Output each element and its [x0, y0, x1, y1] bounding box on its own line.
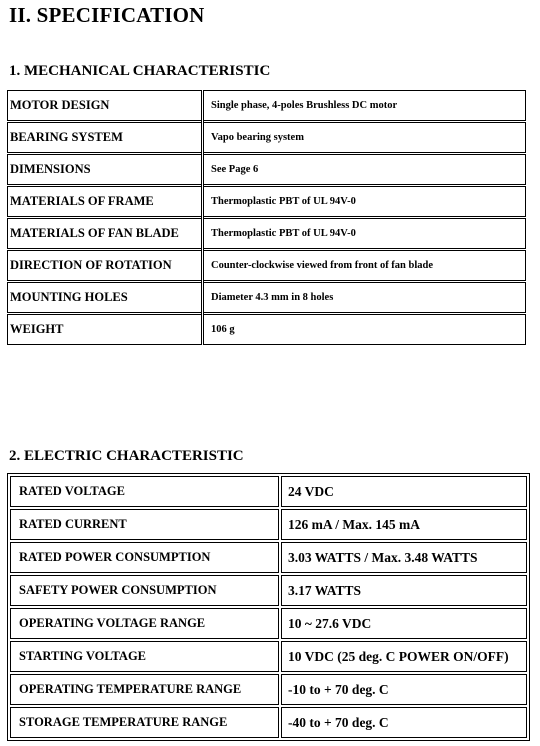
spec-row	[10, 476, 527, 507]
spec-value: Thermoplastic PBT of UL 94V-0	[203, 186, 526, 218]
spec-label: SAFETY POWER CONSUMPTION	[10, 575, 279, 606]
spec-row	[8, 250, 526, 282]
spec-label: MATERIALS OF FAN BLADE	[8, 218, 203, 250]
spec-label: RATED VOLTAGE	[10, 476, 279, 507]
spec-value: 10 ~ 27.6 VDC	[281, 608, 527, 639]
spec-row	[8, 314, 526, 345]
spec-row	[10, 608, 527, 639]
spec-row	[10, 509, 527, 540]
spec-value: See Page 6	[203, 154, 526, 186]
spec-row	[10, 575, 527, 606]
spec-row	[8, 282, 526, 314]
mechanical-section-title: 1. MECHANICAL CHARACTERISTIC	[9, 63, 271, 79]
mechanical-spec-table	[7, 90, 526, 345]
spec-label: MOUNTING HOLES	[8, 282, 203, 314]
spec-value: 3.03 WATTS / Max. 3.48 WATTS	[281, 542, 527, 573]
spec-label: WEIGHT	[8, 314, 203, 345]
spec-value: Diameter 4.3 mm in 8 holes	[203, 282, 526, 314]
spec-label: MOTOR DESIGN	[8, 91, 203, 122]
spec-label: STORAGE TEMPERATURE RANGE	[10, 707, 279, 738]
spec-row	[8, 218, 526, 250]
spec-label: BEARING SYSTEM	[8, 122, 203, 154]
spec-label: RATED CURRENT	[10, 509, 279, 540]
spec-row	[8, 186, 526, 218]
spec-label: DIRECTION OF ROTATION	[8, 250, 203, 282]
electric-spec-table	[7, 473, 530, 741]
spec-value: 10 VDC (25 deg. C POWER ON/OFF)	[281, 641, 527, 672]
spec-row	[10, 542, 527, 573]
spec-label: OPERATING TEMPERATURE RANGE	[10, 674, 279, 705]
spec-value: Thermoplastic PBT of UL 94V-0	[203, 218, 526, 250]
spec-row	[8, 122, 526, 154]
spec-row	[8, 154, 526, 186]
spec-value: 106 g	[203, 314, 526, 345]
spec-value: -10 to + 70 deg. C	[281, 674, 527, 705]
spec-value: Counter-clockwise viewed from front of fan blade	[203, 250, 526, 282]
spec-row	[10, 641, 527, 672]
spec-value: -40 to + 70 deg. C	[281, 707, 527, 738]
spec-row	[10, 674, 527, 705]
electric-section-title: 2. ELECTRIC CHARACTERISTIC	[9, 448, 244, 464]
page-title: II. SPECIFICATION	[9, 3, 205, 27]
spec-value: Single phase, 4-poles Brushless DC motor	[203, 91, 526, 122]
spec-value: 126 mA / Max. 145 mA	[281, 509, 527, 540]
spec-label: MATERIALS OF FRAME	[8, 186, 203, 218]
spec-value: 24 VDC	[281, 476, 527, 507]
spec-row	[8, 91, 526, 122]
spec-row	[10, 707, 527, 738]
spec-value: 3.17 WATTS	[281, 575, 527, 606]
spec-label: OPERATING VOLTAGE RANGE	[10, 608, 279, 639]
spec-label: DIMENSIONS	[8, 154, 203, 186]
spec-label: STARTING VOLTAGE	[10, 641, 279, 672]
spec-value: Vapo bearing system	[203, 122, 526, 154]
spec-label: RATED POWER CONSUMPTION	[10, 542, 279, 573]
